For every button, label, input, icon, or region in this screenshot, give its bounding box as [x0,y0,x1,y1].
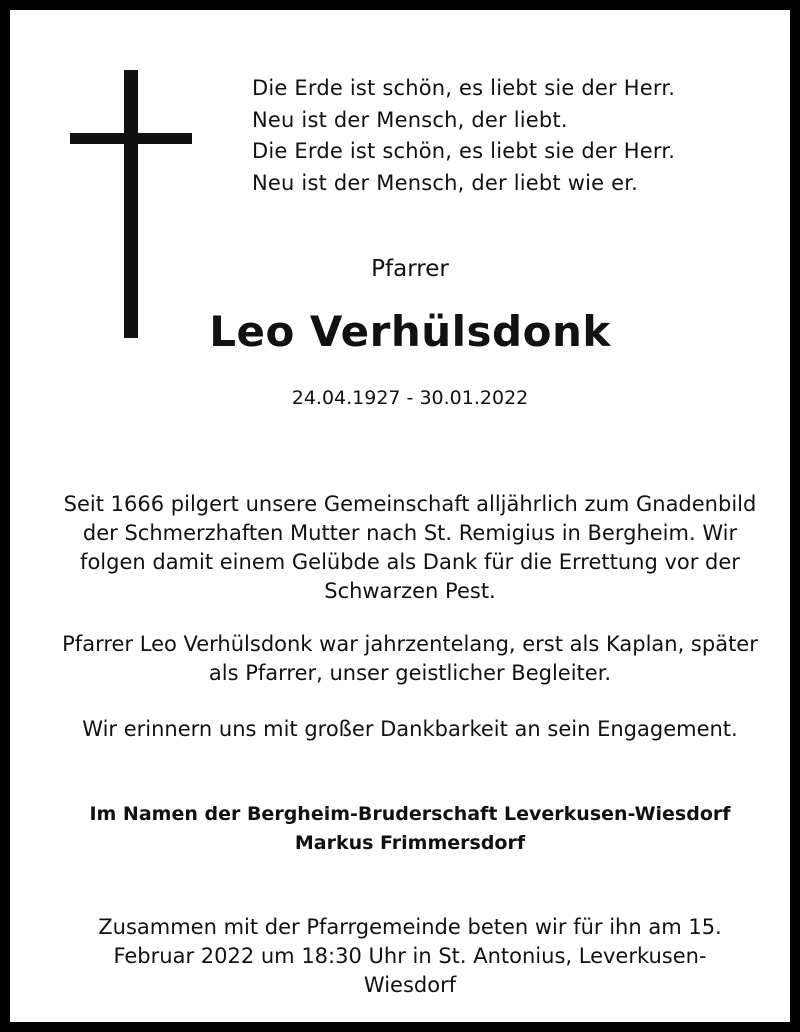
deceased-name: Leo Verhülsdonk [209,307,611,356]
cross-horizontal-bar [70,133,192,144]
tribute-paragraph: Seit 1666 pilgert unsere Gemeinschaft alljährlich zum Gnadenbild der Schmerzhaften Mutter nach St. Remigius in Bergheim. Wir folgen damit einem Gelübde als Dank für die Errettung vor der Schwarzen Pest. [63,492,757,603]
life-dates: 24.04.1927 - 30.01.2022 [291,387,529,409]
deceased-title: Pfarrer [371,256,449,282]
signature-person: Markus Frimmersdorf [294,832,526,854]
signature-organization: Im Namen der Bergheim-Bruderschaft Leverkusen-Wiesdorf [89,803,731,825]
poem-line: Neu ist der Mensch, der liebt. [252,107,568,132]
poem [252,73,675,199]
memorial-service-note: Zusammen mit der Pfarrgemeinde beten wir für ihn am 15. Februar 2022 um 18:30 Uhr in St. Antonius, Leverkusen-Wiesdorf [98,915,722,997]
poem-line: Die Erde ist schön, es liebt sie der Herr. [252,76,676,100]
poem-line: Neu ist der Mensch, der liebt wie er. [252,170,639,195]
tribute-paragraph: Wir erinnern uns mit großer Dankbarkeit an sein Engagement. [82,717,738,741]
cross-vertical-bar [124,70,138,338]
signature-block [10,800,800,858]
tribute-paragraph: Pfarrer Leo Verhülsdonk war jahrzentelang, erst als Kaplan, später als Pfarrer, unser geistlicher Begleiter. [62,632,758,685]
poem-line: Die Erde ist schön, es liebt sie der Herr. [252,139,676,163]
